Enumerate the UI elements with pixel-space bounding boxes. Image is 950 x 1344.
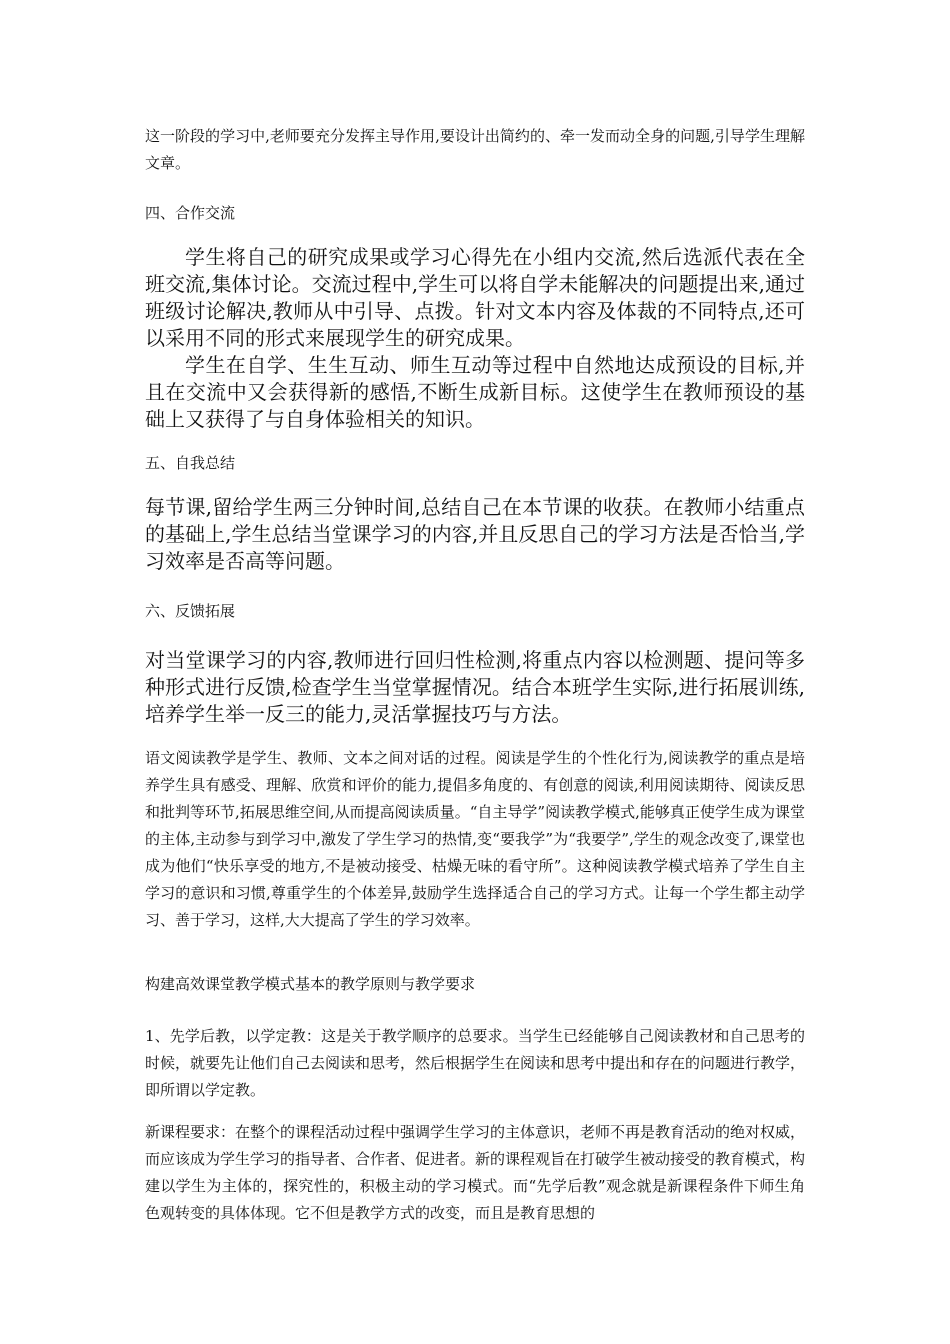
intro-paragraph: 这一阶段的学习中,老师要充分发挥主导作用,要设计出简约的、牵一发而动全身的问题,引导学生理解文章。 <box>145 127 805 172</box>
section-heading-feedback: 六、反馈拓展 <box>145 602 236 620</box>
section-heading-self-summary: 五、自我总结 <box>145 454 236 472</box>
cooperation-paragraph-1: 学生将自己的研究成果或学习心得先在小组内交流,然后选派代表在全班交流,集体讨论。交流过程中,学生可以将自学未能解决的问题提出来,通过班级讨论解决,教师从中引导、点拨。针对文本内容及体裁的不同特点,还可以采用不同的形式来展现学生的研究成果。 <box>145 245 805 350</box>
summary-paragraph: 语文阅读教学是学生、教师、文本之间对话的过程。阅读是学生的个性化行为,阅读教学的重点是培养学生具有感受、理解、欣赏和评价的能力,提倡多角度的、有创意的阅读,利用阅读期待、阅读反思和批判等环节,拓展思维空间,从而提高阅读质量。“自主导学”阅读教学模式,能够真正使学生成为课堂的主体,主动参与到学习中,激发了学生学习的热情,变“要我学”为“我要学”,学生的观念改变了,课堂也成为他们“快乐享受的地方,不是被动接受、枯燥无味的看守所”。这种阅读教学模式培养了学生自主学习的意识和习惯,尊重学生的个体差异,鼓励学生选择适合自己的学习方式。让每一个学生都主动学习、善于学习，这样,大大提高了学生的学习效率。 <box>145 749 805 929</box>
principles-heading: 构建高效课堂教学模式基本的教学原则与教学要求 <box>145 975 476 993</box>
section-heading-cooperation: 四、合作交流 <box>145 204 236 222</box>
feedback-paragraph: 对当堂课学习的内容,教师进行回归性检测,将重点内容以检测题、提问等多种形式进行反馈,检查学生当堂掌握情况。结合本班学生实际,进行拓展训练,培养学生举一反三的能力,灵活掌握技巧与方法。 <box>145 648 805 726</box>
principle-item-1: 1、先学后教，以学定教：这是关于教学顺序的总要求。当学生已经能够自己阅读教材和自己思考的时候，就要先让他们自己去阅读和思考，然后根据学生在阅读和思考中提出和存在的问题进行教学，即所谓以学定教。 <box>145 1027 806 1099</box>
self-summary-paragraph: 每节课,留给学生两三分钟时间,总结自己在本节课的收获。在教师小结重点的基础上,学生总结当堂课学习的内容,并且反思自己的学习方法是否恰当,学习效率是否高等问题。 <box>145 495 805 573</box>
curriculum-requirements-paragraph: 新课程要求：在整个的课程活动过程中强调学生学习的主体意识，老师不再是教育活动的绝对权威，而应该成为学生学习的指导者、合作者、促进者。新的课程观旨在打破学生被动接受的教育模式，构建以学生为主体的，探究性的，积极主动的学习模式。而“先学后教”观念就是新课程条件下师生角色观转变的具体体现。它不但是教学方式的改变，而且是教育思想的 <box>145 1123 806 1222</box>
cooperation-paragraph-2: 学生在自学、生生互动、师生互动等过程中自然地达成预设的目标,并且在交流中又会获得新的感悟,不断生成新目标。这使学生在教师预设的基础上又获得了与自身体验相关的知识。 <box>145 353 805 431</box>
